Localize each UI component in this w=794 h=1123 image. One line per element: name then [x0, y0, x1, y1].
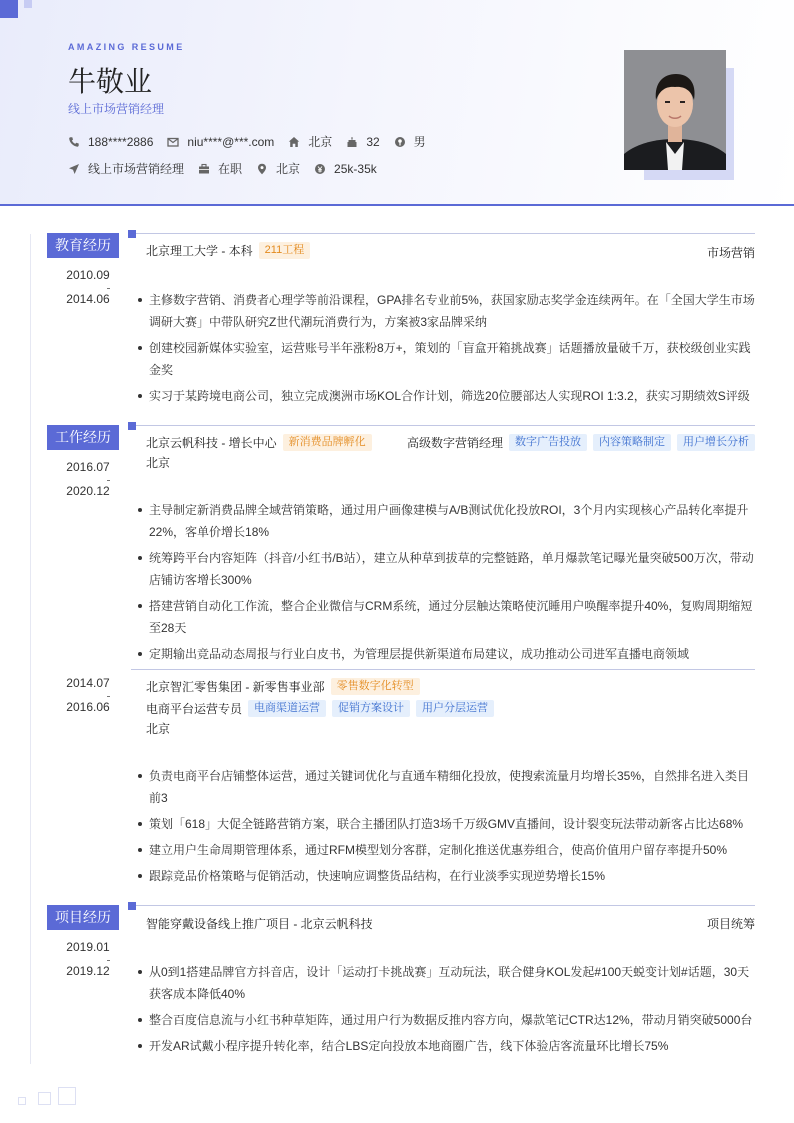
education-date-end: 2014.06 — [66, 292, 110, 306]
list-item: 跟踪竞品价格策略与促销活动，快速响应调整货品结构，在行业淡季实现逆势增长15% — [149, 865, 755, 887]
job2-bullets — [149, 765, 755, 891]
job1-skill-tag: 用户增长分析 — [677, 434, 755, 451]
project-role: 项目统筹 — [706, 917, 755, 931]
section-divider — [136, 425, 755, 426]
list-item: 开发AR试戴小程序提升转化率，结合LBS定向投放本地商圈广告，线下体验店客流量环比增长75% — [149, 1035, 755, 1057]
education-date-start: 2010.09 — [66, 268, 110, 282]
job2-company-tag: 零售数字化转型 — [331, 678, 420, 695]
education-school-row — [146, 242, 310, 259]
resume-tagline: AMAZING RESUME — [68, 42, 185, 52]
list-item: 策划「618」大促全链路营销方案，联合主播团队打造3场千万级GMV直播间，设计裂变玩法带动新客占比达68% — [149, 813, 755, 835]
education-major: 市场营销 — [706, 246, 755, 260]
job1-city: 北京 — [146, 456, 171, 470]
job1-company: 北京云帆科技 - 增长中心 — [146, 436, 277, 450]
email-text: niu****@***.com — [187, 134, 275, 149]
job1-skill-tag: 内容策略制定 — [593, 434, 671, 451]
hometown-text: 北京 — [308, 135, 333, 149]
section-divider — [136, 905, 755, 906]
send-icon — [68, 163, 80, 175]
candidate-subtitle: 线上市场营销经理 — [68, 102, 165, 116]
date-dash — [107, 480, 110, 481]
list-item: 统筹跨平台内容矩阵（抖音/小红书/B站），建立从种草到拔草的完整链路，单月爆款笔记曝光量突破500万次，带动店铺访客增长300% — [149, 547, 755, 591]
job2-company: 北京智汇零售集团 - 新零售事业部 — [146, 680, 325, 694]
target-city-info — [256, 160, 300, 177]
target-position-text: 线上市场营销经理 — [88, 162, 185, 176]
education-tag: 211工程 — [259, 242, 311, 259]
project-title: 智能穿戴设备线上推广项目 - 北京云帆科技 — [146, 917, 373, 931]
date-dash — [107, 960, 110, 961]
section-title-projects: 项目经历 — [47, 905, 119, 930]
list-item: 从0到1搭建品牌官方抖音店，设计「运动打卡挑战赛」互动玩法，联合健身KOL发起#100天蜕变计划#话题，30天获客成本降低40% — [149, 961, 755, 1005]
target-city-text: 北京 — [276, 162, 301, 176]
date-dash — [107, 696, 110, 697]
hometown-info — [288, 133, 332, 150]
job1-skill-tag: 数字广告投放 — [509, 434, 587, 451]
decor-outline-square — [38, 1092, 51, 1105]
section-marker — [128, 422, 136, 430]
job2-skill-tag: 用户分层运营 — [416, 700, 494, 717]
location-pin-icon — [256, 163, 268, 175]
section-marker — [128, 230, 136, 238]
timeline-line — [30, 234, 31, 1064]
job2-date-end: 2016.06 — [66, 700, 110, 714]
list-item: 负责电商平台店铺整体运营，通过关键词优化与直通车精细化投放，使搜索流量月均增长35%，自然排名进入类目前3 — [149, 765, 755, 809]
list-item: 主修数字营销、消费者心理学等前沿课程，GPA排名专业前5%，获国家励志奖学金连续两年。在「全国大学生市场调研大赛」中带队研究Z世代潮玩消费行为，方案被3家品牌采纳 — [149, 289, 755, 333]
section-title-work: 工作经历 — [47, 425, 119, 450]
decor-square-small — [24, 0, 32, 8]
job1-bullets — [149, 499, 755, 669]
job-status-text: 在职 — [218, 162, 243, 176]
job1-date-end: 2020.12 — [66, 484, 110, 498]
candidate-name: 牛敬业 — [68, 65, 153, 98]
decor-outline-square — [18, 1097, 26, 1105]
target-position-info — [68, 160, 184, 177]
salary-info — [314, 162, 377, 176]
job2-skill-tag: 促销方案设计 — [332, 700, 410, 717]
job2-position-row — [146, 700, 494, 717]
list-item: 实习于某跨境电商公司，独立完成澳洲市场KOL合作计划，筛选20位腰部达人实现ROI 1:3.2，获实习期绩效S评级 — [149, 385, 755, 407]
section-title-education: 教育经历 — [47, 233, 119, 258]
profile-photo — [624, 50, 726, 170]
age-text: 32 — [366, 134, 380, 149]
cake-icon — [346, 136, 358, 148]
briefcase-icon — [198, 163, 210, 175]
job2-position: 电商平台运营专员 — [146, 702, 243, 716]
job-status-info — [198, 160, 242, 177]
entry-divider — [131, 669, 755, 670]
job1-position-row — [407, 434, 755, 451]
list-item: 定期输出竞品动态周报与行业白皮书，为管理层提供新渠道布局建议，成功推动公司进军直播电商领域 — [149, 643, 755, 665]
money-icon — [314, 163, 326, 175]
mail-icon — [167, 136, 179, 148]
phone-info — [68, 135, 153, 149]
list-item: 搭建营销自动化工作流，整合企业微信与CRM系统，通过分层触达策略使沉睡用户唤醒率提升40%，复购周期缩短至28天 — [149, 595, 755, 639]
job1-company-row — [146, 434, 372, 451]
job2-city: 北京 — [146, 722, 171, 736]
email-info — [167, 135, 274, 149]
project-date-start: 2019.01 — [66, 940, 110, 954]
phone-icon — [68, 136, 80, 148]
salary-text: 25k-35k — [334, 161, 377, 176]
list-item: 创建校园新媒体实验室，运营账号半年涨粉8万+，策划的「盲盒开箱挑战赛」话题播放量破千万，获校级创业实践金奖 — [149, 337, 755, 381]
education-school: 北京理工大学 - 本科 — [146, 244, 253, 258]
job1-date-start: 2016.07 — [66, 460, 110, 474]
decor-square — [0, 0, 18, 18]
job1-position: 高级数字营销经理 — [406, 436, 503, 450]
list-item: 整合百度信息流与小红书种草矩阵，通过用户行为数据反推内容方向，爆款笔记CTR达12%，带动月销突破5000台 — [149, 1009, 755, 1031]
resume-header — [0, 0, 794, 206]
job1-company-tag: 新消费品牌孵化 — [283, 434, 372, 451]
home-icon — [288, 136, 300, 148]
gender-text: 男 — [413, 135, 426, 149]
list-item: 建立用户生命周期管理体系，通过RFM模型划分客群，定制化推送优惠券组合，使高价值用户留存率提升50% — [149, 839, 755, 861]
section-marker — [128, 902, 136, 910]
job2-skill-tag: 电商渠道运营 — [248, 700, 326, 717]
section-divider — [136, 233, 755, 234]
project-bullets — [149, 961, 755, 1061]
date-dash — [107, 288, 110, 289]
contact-row — [68, 133, 440, 150]
phone-text: 188****2886 — [88, 134, 154, 149]
project-date-end: 2019.12 — [66, 964, 110, 978]
job2-date-start: 2014.07 — [66, 676, 110, 690]
gender-info — [394, 133, 426, 150]
job-intent-row — [68, 160, 391, 177]
job2-company-row — [146, 678, 420, 695]
age-info — [346, 135, 379, 149]
list-item: 主导制定新消费品牌全域营销策略，通过用户画像建模与A/B测试优化投放ROI，3个月内实现核心产品转化率提升22%，客单价增长18% — [149, 499, 755, 543]
decor-outline-square — [58, 1087, 76, 1105]
gender-icon — [394, 136, 406, 148]
education-bullets — [149, 289, 755, 411]
